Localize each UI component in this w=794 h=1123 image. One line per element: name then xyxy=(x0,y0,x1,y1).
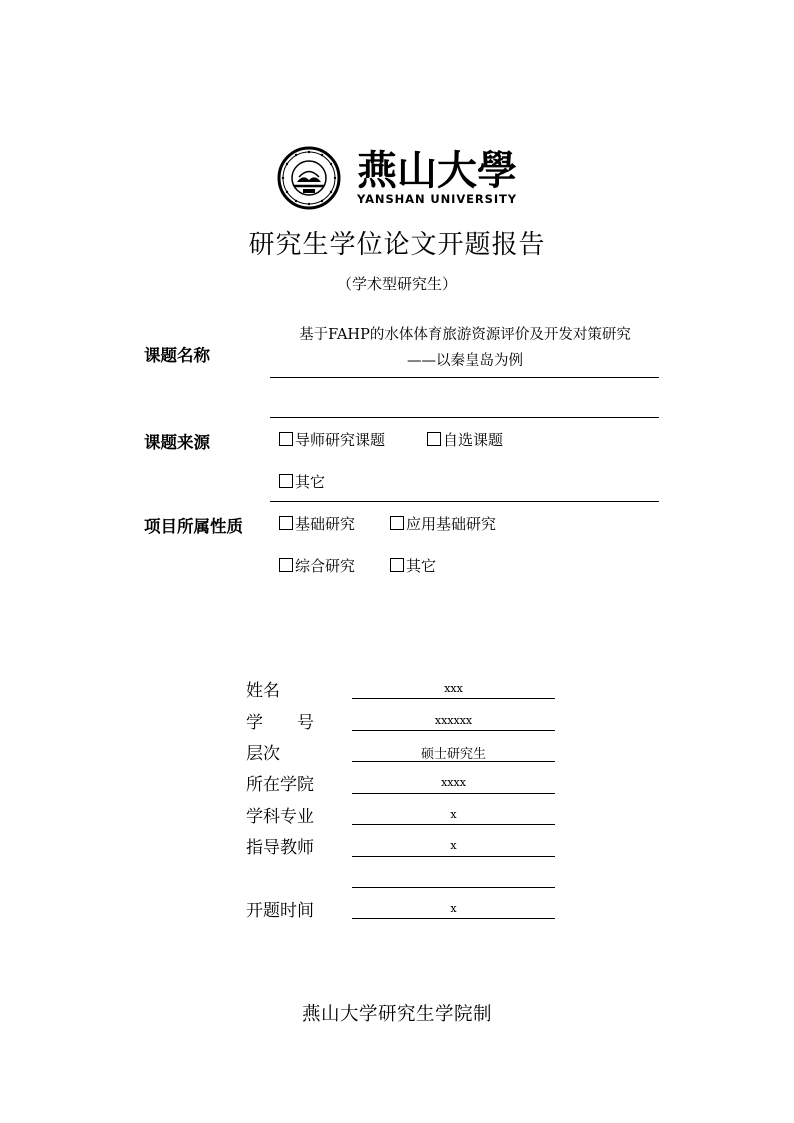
nature-label: 项目所属性质 xyxy=(144,517,243,536)
page-subtitle: （学术型研究生） xyxy=(336,275,457,293)
school-label: 所在学院 xyxy=(246,775,314,795)
option-label: 自选课题 xyxy=(443,431,504,449)
advisor-value[interactable]: x xyxy=(450,839,457,852)
date-label: 开题时间 xyxy=(246,901,314,921)
checkbox[interactable] xyxy=(279,516,293,530)
date-underline xyxy=(352,918,555,919)
checkbox[interactable] xyxy=(390,516,404,530)
source-label: 课题来源 xyxy=(144,433,210,452)
major-value[interactable]: x xyxy=(450,808,457,821)
level-label: 层次 xyxy=(246,744,280,764)
checkbox[interactable] xyxy=(279,558,293,572)
topic-line-2: ——以秦皇岛为例 xyxy=(407,353,523,369)
major-label: 学科专业 xyxy=(246,807,314,827)
university-seal-icon xyxy=(277,146,341,210)
checkbox[interactable] xyxy=(427,432,441,446)
topic-label: 课题名称 xyxy=(144,346,210,365)
blank-underline xyxy=(352,887,555,888)
advisor-label: 指导教师 xyxy=(246,838,314,858)
option-label: 综合研究 xyxy=(295,557,356,575)
topic-underline-2 xyxy=(270,417,659,418)
date-value[interactable]: x xyxy=(450,902,457,915)
checkbox[interactable] xyxy=(279,474,293,488)
source-option-other[interactable] xyxy=(279,471,325,492)
option-label: 导师研究课题 xyxy=(295,431,386,449)
student-id-label: 学 号 xyxy=(246,713,314,733)
name-label: 姓名 xyxy=(246,681,280,701)
page-title: 研究生学位论文开题报告 xyxy=(248,230,546,260)
school-value[interactable]: xxxx xyxy=(441,776,466,789)
student-id-underline xyxy=(352,730,555,731)
source-option-advisor[interactable] xyxy=(279,429,385,450)
logo-english-text: YANSHAN UNIVERSITY xyxy=(357,192,517,206)
name-value[interactable]: xxx xyxy=(444,682,463,695)
logo-chinese-text: 燕山大學 xyxy=(357,148,517,192)
name-underline xyxy=(352,698,555,699)
nature-option-applied-basic[interactable] xyxy=(390,513,496,534)
option-label: 其它 xyxy=(406,557,437,575)
source-option-self[interactable] xyxy=(427,429,503,450)
option-label: 应用基础研究 xyxy=(406,515,497,533)
logo-chinese-wordmark xyxy=(355,146,519,192)
nature-option-basic[interactable] xyxy=(279,513,355,534)
level-underline xyxy=(352,761,555,762)
level-value[interactable]: 硕士研究生 xyxy=(420,747,486,762)
checkbox[interactable] xyxy=(390,558,404,572)
school-underline xyxy=(352,793,555,794)
student-id-value[interactable]: xxxxxx xyxy=(434,714,473,727)
major-underline xyxy=(352,824,555,825)
nature-option-comprehensive[interactable] xyxy=(279,555,355,576)
topic-underline xyxy=(270,377,659,378)
option-label: 其它 xyxy=(295,473,326,491)
advisor-underline xyxy=(352,856,555,857)
nature-option-other[interactable] xyxy=(390,555,436,576)
source-underline xyxy=(270,501,659,502)
option-label: 基础研究 xyxy=(295,515,356,533)
footer-text: 燕山大学研究生学院制 xyxy=(301,1004,492,1025)
checkbox[interactable] xyxy=(279,432,293,446)
topic-line-1: 基于FAHP的水体体育旅游资源评价及开发对策研究 xyxy=(299,327,631,343)
university-logo xyxy=(277,146,519,210)
